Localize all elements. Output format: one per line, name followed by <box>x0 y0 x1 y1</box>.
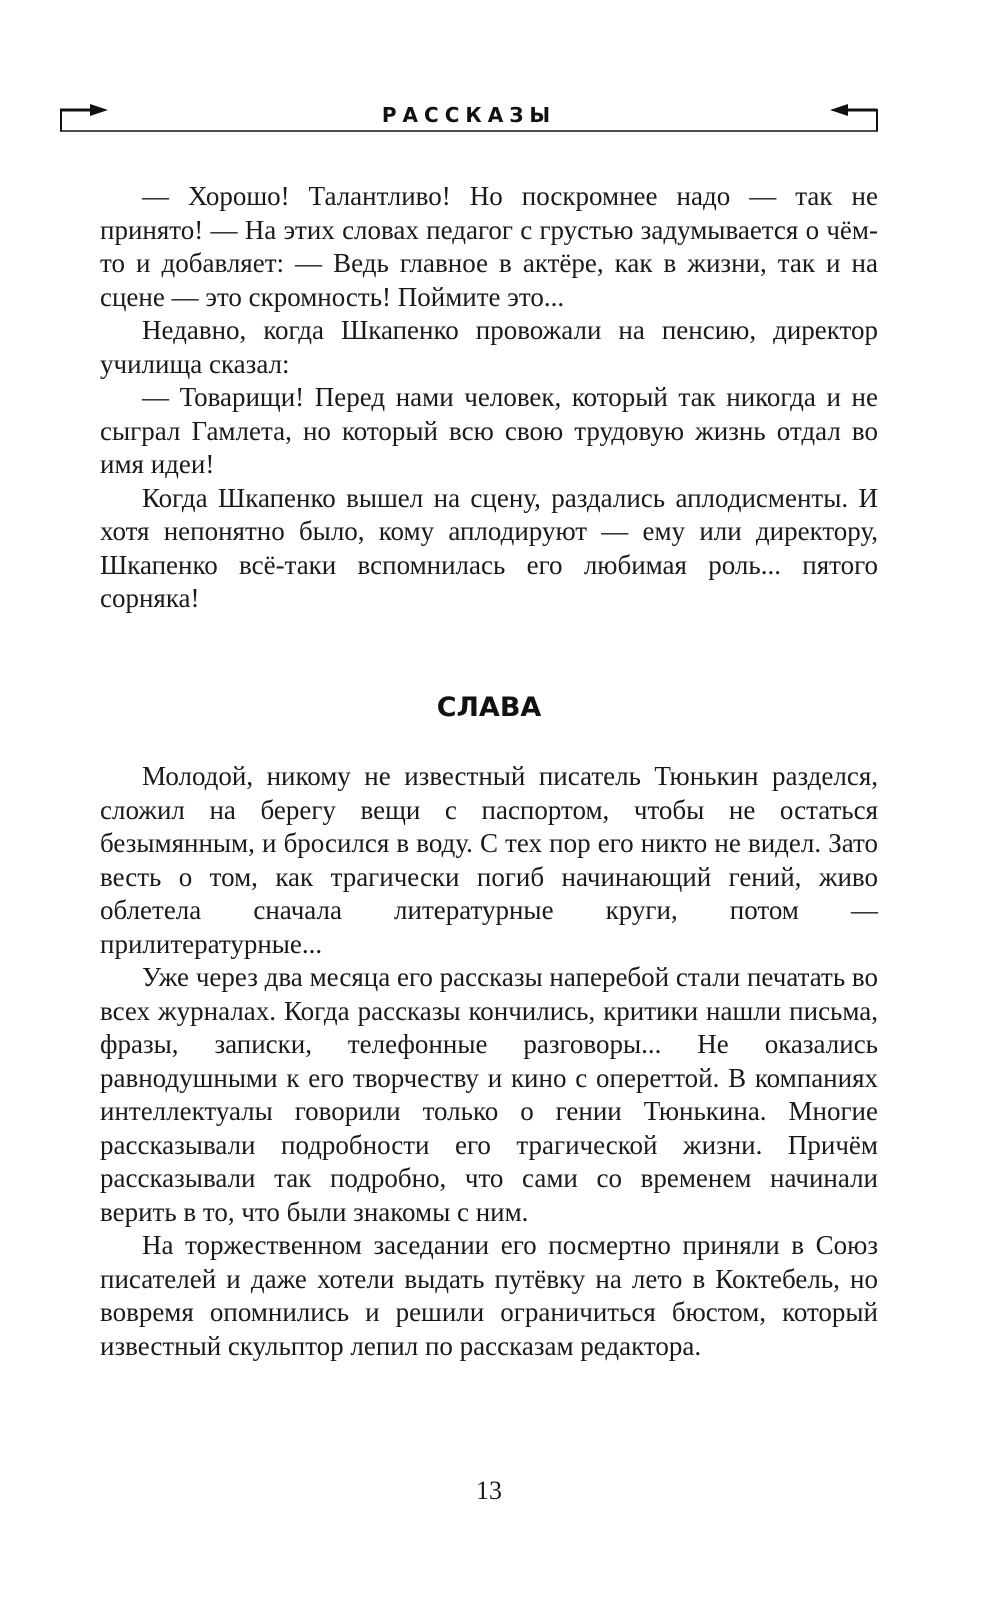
paragraph: На торжественном заседании его посмертно приняли в Союз писателей и даже хотели выдать путёвку на лето в Коктебель, но вовремя опомнились и решили ограничиться бюстом, который известный скульптор лепил по рассказам редактора. <box>100 1230 878 1361</box>
paragraph: — Товарищи! Перед нами человек, который так никогда и не сыграл Гамлета, но который всю свою трудовую жизнь отдал во имя идеи! <box>100 382 878 479</box>
paragraph: — Хорошо! Талантливо! Но поскромнее надо — так не принято! — На этих словах педагог с грустью задумывается о чём-то и добавляет: — Ведь главное в актёре, как в жизни, так и на сцене — это скромность! Поймите это... <box>100 181 878 312</box>
section-title: СЛАВА <box>436 692 542 723</box>
page-number: 13 <box>476 1476 502 1505</box>
running-head <box>60 100 878 136</box>
story-continuation <box>100 180 878 616</box>
paragraph: Молодой, никому не известный писатель Тюнькин разделся, сложил на берегу вещи с паспортом, чтобы не остаться безымянным, и бросился в воду. С тех пор его никто не видел. Зато весть о том, как трагически погиб начинающий гений, живо облетела сначала литературные круги, потом — прилитературные... <box>100 761 878 959</box>
paragraph: Недавно, когда Шкапенко провожали на пенсию, директор училища сказал: <box>100 315 878 379</box>
story-slava <box>100 760 878 1363</box>
running-head-title: РАССКАЗЫ <box>381 103 557 127</box>
paragraph: Когда Шкапенко вышел на сцену, раздались аплодисменты. И хотя непонятно было, кому аплодируют — ему или директору, Шкапенко всё-таки вспомнилась его любимая роль... пятого сорняка! <box>100 482 878 613</box>
paragraph: Уже через два месяца его рассказы наперебой стали печатать во всех журналах. Когда рассказы кончились, критики нашли письма, фразы, записки, телефонные разговоры... Не оказались равнодушными к его творчеству и кино с опереттой. В компаниях интеллектуалы говорили только о гении Тюнькина. Многие рассказывали подробности его трагической жизни. Причём рассказывали так подробно, что сами со временем начинали верить в то, что были знакомы с ним. <box>100 962 878 1227</box>
